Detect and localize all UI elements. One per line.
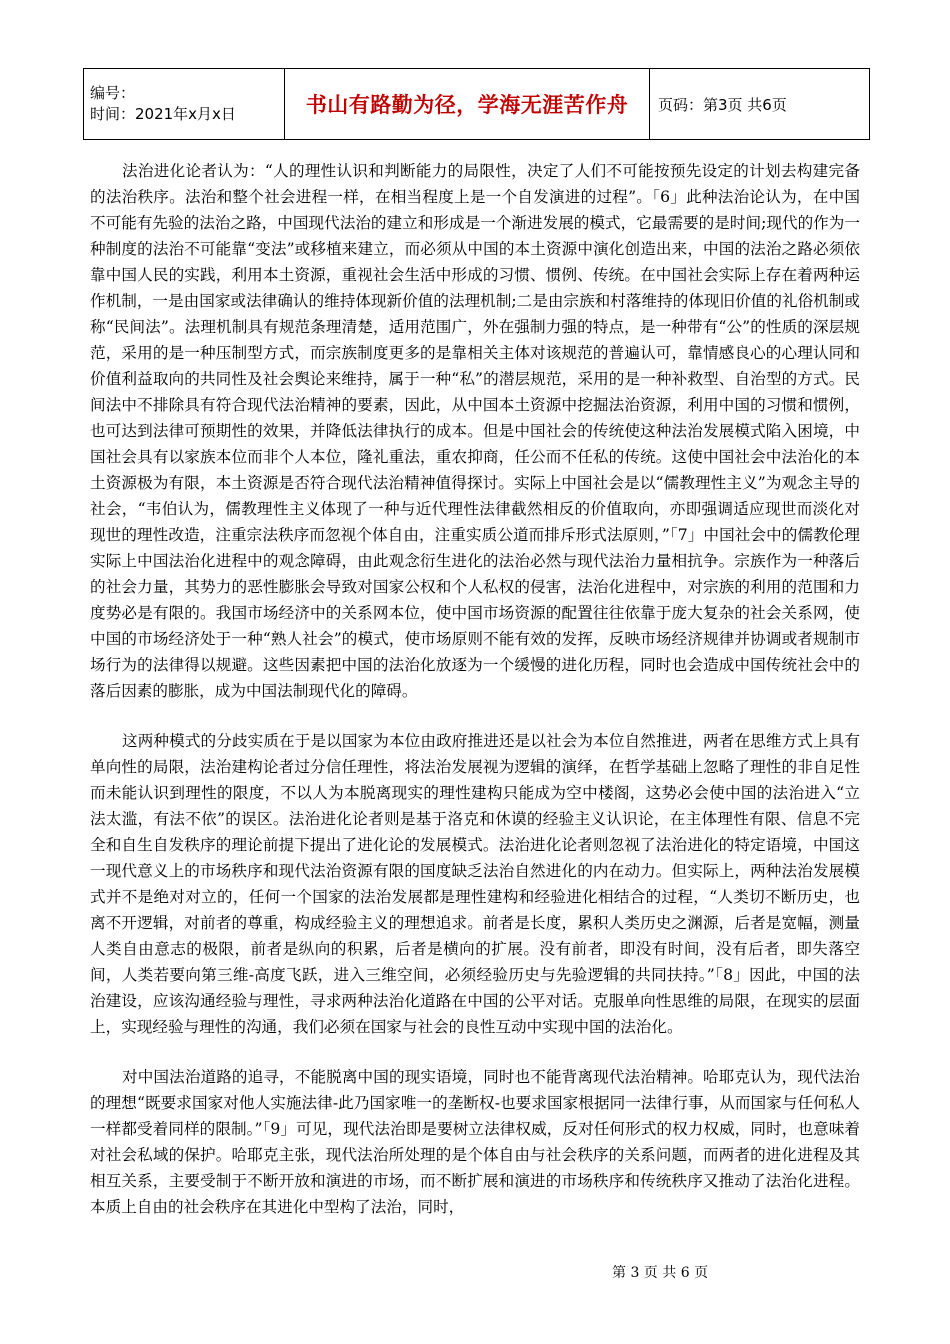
page-footer: 第 3 页 共 6 页	[612, 1265, 709, 1281]
body-paragraph-1: 法治进化论者认为：“人的理性认识和判断能力的局限性，决定了人们不可能按预先设定的计划去构建完备的法治秩序。法治和整个社会进程一样，在相当程度上是一个自发演进的过程”。「6」此种法治论认为，在中国不可能有先验的法治之路，中国现代法治的建立和形成是一个渐进发展的模式，它最需要的是时间;现代的作为一种制度的法治不可能靠“变法”或移植来建立，而必须从中国的本土资源中演化创造出来，中国的法治之路必须依靠中国人民的实践，利用本土资源，重视社会生活中形成的习惯、惯例、传统。在中国社会实际上存在着两种运作机制，一是由国家或法律确认的维持体现新价值的法理机制;二是由宗族和村落维持的体现旧价值的礼俗机制或称“民间法”。法理机制具有规范条理清楚，适用范围广，外在强制力强的特点，是一种带有“公”的性质的深层规范，采用的是一种压制型方式，而宗族制度更多的是靠相关主体对该规范的普遍认可，靠情感良心的心理认同和价值利益取向的共同性及社会舆论来维持，属于一种“私”的潜层规范，采用的是一种补救型、自治型的方式。民间法中不排除具有符合现代法治精神的要素，因此，从中国本土资源中挖掘法治资源，利用中国的习惯和惯例，也可达到法律可预期性的效果，并降低法律执行的成本。但是中国社会的传统使这种法治发展模式陷入困境，中国社会具有以家族本位而非个人本位，隆礼重法，重农抑商，任公而不任私的传统。这使中国社会中法治化的本土资源极为有限，本土资源是否符合现代法治精神值得探讨。实际上中国社会是以“儒教理性主义”为观念主导的社会，“韦伯认为，儒教理性主义体现了一种与近代理性法律截然相反的价值取向，亦即强调适应现世而淡化对现世的理性改造，注重宗法秩序而忽视个体自由，注重实质公道而排斥形式法原则，”「7」中国社会中的儒教伦理实际上中国法治化进程中的观念障碍，由此观念衍生进化的法治必然与现代法治力量相抗争。宗族作为一种落后的社会力量，其势力的恶性膨胀会导致对国家公权和个人私权的侵害，法治化进程中，对宗族的利用的范围和力度势必是有限的。我国市场经济中的关系网本位，使中国市场资源的配置往往依靠于庞大复杂的社会关系网，使中国的市场经济处于一种“熟人社会”的模式，使市场原则不能有效的发挥，反映市场经济规律并协调或者规制市场行为的法律得以规避。这些因素把中国的法治化放逐为一个缓慢的进化历程，同时也会造成中国传统社会中的落后因素的膨胀，成为中国法制现代化的障碍。	[90, 162, 860, 700]
body-paragraph-3: 对中国法治道路的追寻，不能脱离中国的现实语境，同时也不能背离现代法治精神。哈耶克认为，现代法治的理想“既要求国家对他人实施法律-此乃国家唯一的垄断权-也要求国家根据同一法律行事，从而国家与任何私人一样都受着同样的限制。”「9」可见，现代法治即是要树立法律权威，反对任何形式的权力权威，同时，也意味着对社会私域的保护。哈耶克主张，现代法治所处理的是个体自由与社会秩序的关系问题，而两者的进化进程及其相互关系，主要受制于不断开放和演进的市场，而不断扩展和演进的市场秩序和传统秩序又推动了法治化进程。本质上自由的社会秩序在其进化中型构了法治，同时，	[90, 1068, 860, 1216]
body-paragraph-2: 这两种模式的分歧实质在于是以国家为本位由政府推进还是以社会为本位自然推进，两者在思维方式上具有单向性的局限，法治建构论者过分信任理性，将法治发展视为逻辑的演绎，在哲学基础上忽略了理性的非自足性而未能认识到理性的限度，不以人为本脱离现实的理性建构只能成为空中楼阁，这势必会使中国的法治进入“立法太滥，有法不依”的误区。法治进化论者则是基于洛克和休谟的经验主义认识论，在主体理性有限、信息不完全和自生自发秩序的理论前提下提出了进化论的发展模式。法治进化论者则忽视了法治进化的特定语境，中国这一现代意义上的市场秩序和现代法治资源有限的国度缺乏法治自然进化的内在动力。但实际上，两种法治发展模式并不是绝对对立的，任何一个国家的法治发展都是理性建构和经验进化相结合的过程，“人类切不断历史，也离不开逻辑，对前者的尊重，构成经验主义的理想追求。前者是长度，累积人类历史之渊源，后者是宽幅，测量人类自由意志的极限，前者是纵向的积累，后者是横向的扩展。没有前者，即没有时间，没有后者，即失落空间，人类若要向第三维-高度飞跃，进入三维空间，必须经验历史与先验逻辑的共同扶持。”「8」因此，中国的法治建设，应该沟通经验与理性，寻求两种法治化道路在中国的公平对话。克服单向性思维的局限，在现实的层面上，实现经验与理性的沟通，我们必须在国家与社会的良性互动中实现中国的法治化。	[90, 732, 860, 1036]
document-body	[90, 158, 860, 1220]
document-number-label: 编号：	[90, 84, 136, 102]
header-meta-cell	[84, 69, 285, 140]
document-header	[83, 68, 870, 140]
header-page-info: 页码：第3页 共6页	[650, 69, 870, 140]
document-time-label: 时间：2021年x月x日	[90, 105, 236, 123]
header-motto: 书山有路勤为径，学海无涯苦作舟	[285, 69, 650, 140]
